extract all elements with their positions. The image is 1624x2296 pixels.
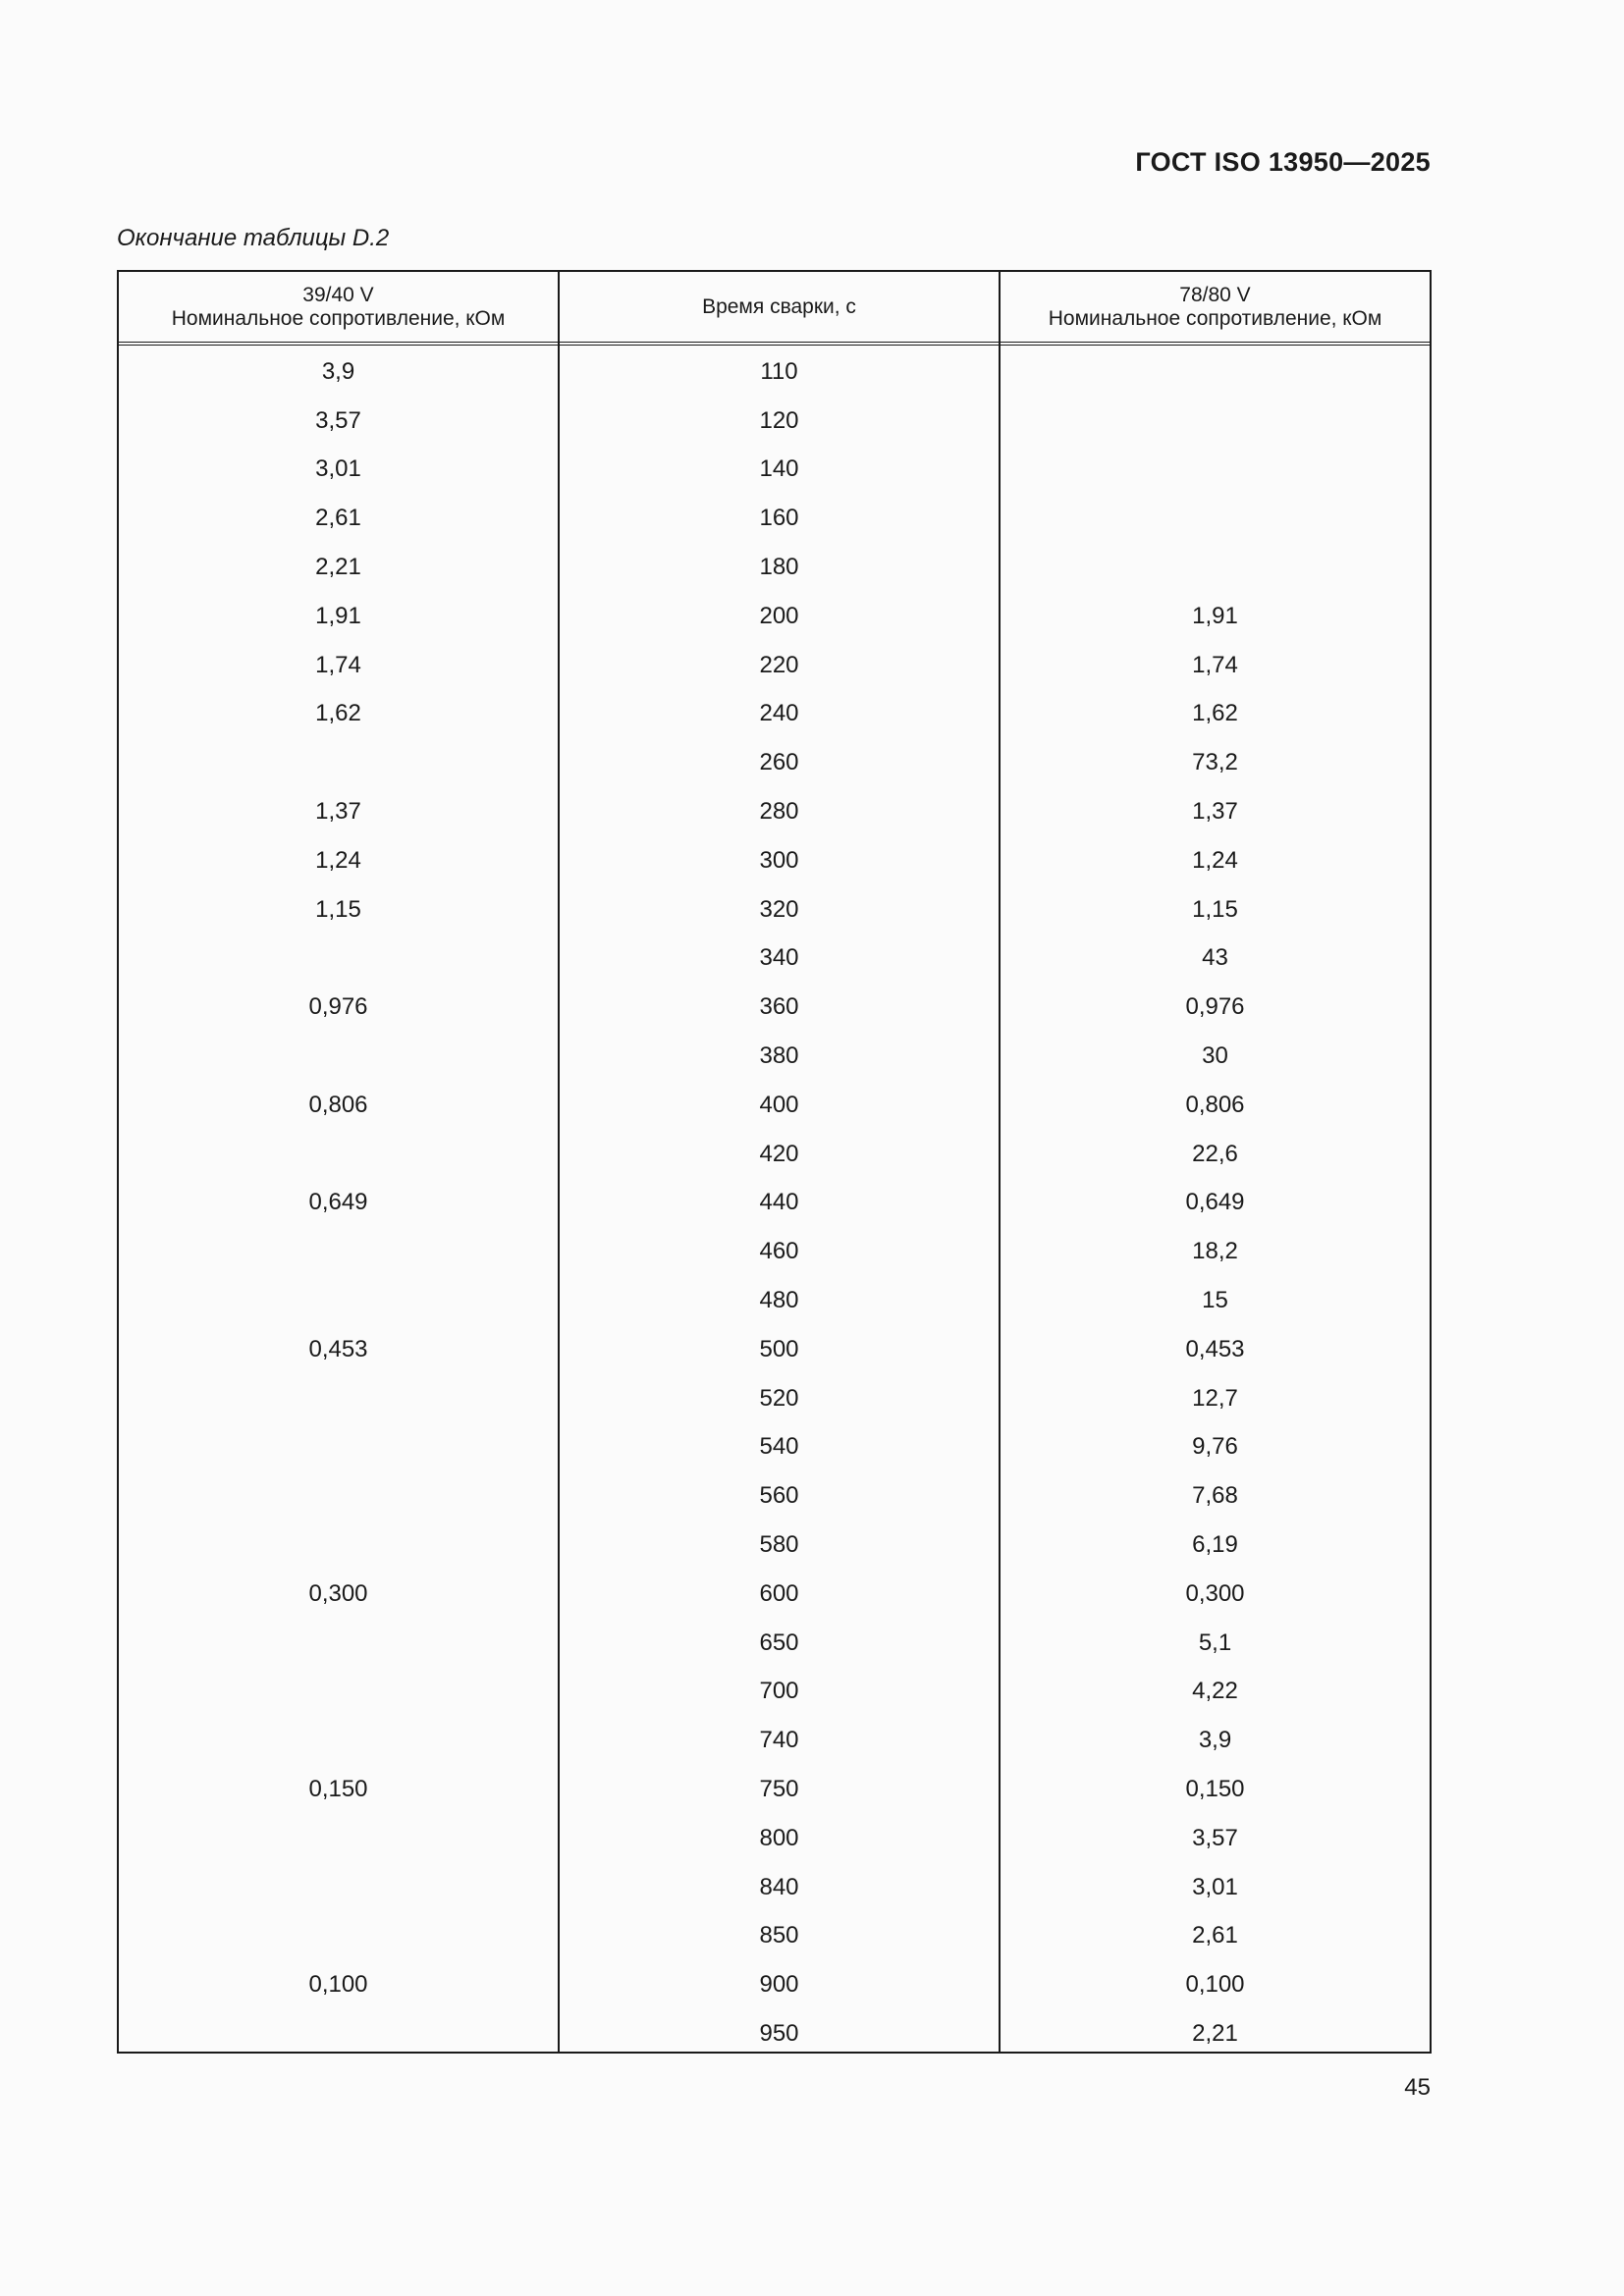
table-row <box>119 787 1430 836</box>
table-caption: Окончание таблицы D.2 <box>117 225 390 251</box>
cell-resistance-40 <box>119 1423 558 1472</box>
cell-welding-time: 650 <box>759 1629 799 1656</box>
cell-resistance-80: 0,649 <box>1185 1189 1245 1216</box>
table-row <box>119 1081 1430 1130</box>
cell-resistance-80: 7,68 <box>1192 1482 1238 1510</box>
table-row <box>119 1814 1430 1863</box>
cell-resistance-80: 0,100 <box>1185 1971 1245 1999</box>
table-row <box>119 1325 1430 1374</box>
cell-resistance-80: 22,6 <box>1192 1140 1238 1167</box>
cell-resistance-40: 3,01 <box>315 455 361 483</box>
table-row <box>119 641 1430 690</box>
cell-resistance-40 <box>119 1227 558 1276</box>
header-cell-voltage-80 <box>1001 272 1430 342</box>
cell-welding-time: 560 <box>759 1482 799 1510</box>
cell-resistance-80: 15 <box>1202 1287 1228 1314</box>
cell-resistance-80: 2,61 <box>1192 1922 1238 1949</box>
cell-resistance-80: 3,57 <box>1192 1824 1238 1851</box>
cell-welding-time: 950 <box>759 2019 799 2047</box>
cell-resistance-40: 0,100 <box>308 1971 368 1999</box>
cell-resistance-40 <box>119 1863 558 1912</box>
cell-resistance-40 <box>119 1471 558 1521</box>
cell-resistance-80: 0,976 <box>1185 993 1245 1021</box>
cell-resistance-80: 5,1 <box>1198 1629 1232 1656</box>
cell-welding-time: 500 <box>759 1335 799 1362</box>
cell-resistance-40 <box>119 2009 558 2058</box>
cell-welding-time: 850 <box>759 1922 799 1949</box>
cell-welding-time: 380 <box>759 1042 799 1070</box>
cell-resistance-40: 2,61 <box>315 505 361 532</box>
table-row <box>119 1863 1430 1912</box>
cell-resistance-40: 3,57 <box>315 406 361 434</box>
cell-resistance-40 <box>119 1374 558 1423</box>
table-row <box>119 885 1430 934</box>
cell-resistance-80: 0,806 <box>1185 1091 1245 1118</box>
table-row <box>119 592 1430 641</box>
cell-welding-time: 180 <box>759 554 799 581</box>
header-cell-welding-time <box>560 272 999 342</box>
cell-resistance-40 <box>119 1814 558 1863</box>
cell-resistance-40 <box>119 1668 558 1717</box>
cell-welding-time: 800 <box>759 1824 799 1851</box>
table-row <box>119 1570 1430 1619</box>
table-row <box>119 1521 1430 1570</box>
cell-welding-time: 300 <box>759 846 799 874</box>
table-row <box>119 446 1430 495</box>
table-row <box>119 1668 1430 1717</box>
table-row <box>119 1179 1430 1228</box>
cell-resistance-80: 9,76 <box>1192 1433 1238 1461</box>
table-row <box>119 1423 1430 1472</box>
cell-welding-time: 480 <box>759 1287 799 1314</box>
cell-resistance-80: 1,91 <box>1192 602 1238 629</box>
cell-welding-time: 900 <box>759 1971 799 1999</box>
cell-resistance-40: 1,74 <box>315 651 361 678</box>
cell-welding-time: 440 <box>759 1189 799 1216</box>
cell-resistance-80: 30 <box>1202 1042 1228 1070</box>
cell-welding-time: 320 <box>759 895 799 923</box>
cell-resistance-40 <box>119 1276 558 1325</box>
cell-resistance-40: 3,9 <box>321 357 355 385</box>
cell-resistance-80: 0,300 <box>1185 1579 1245 1607</box>
page-number: 45 <box>1404 2074 1431 2101</box>
table-row <box>119 494 1430 543</box>
cell-resistance-80: 1,62 <box>1192 700 1238 727</box>
cell-resistance-40 <box>119 1716 558 1765</box>
cell-resistance-80: 1,15 <box>1192 895 1238 923</box>
table-row <box>119 690 1430 739</box>
cell-resistance-40 <box>119 1912 558 1961</box>
table-row <box>119 397 1430 446</box>
header-welding-time-label: Время сварки, с <box>702 294 856 318</box>
cell-resistance-80 <box>1001 347 1430 397</box>
header-voltage-40-label: 39/40 V <box>302 283 374 306</box>
cell-welding-time: 240 <box>759 700 799 727</box>
cell-resistance-80: 3,9 <box>1198 1727 1232 1754</box>
table-row <box>119 1130 1430 1179</box>
table-row <box>119 1912 1430 1961</box>
cell-welding-time: 740 <box>759 1727 799 1754</box>
cell-resistance-40 <box>119 1521 558 1570</box>
cell-welding-time: 840 <box>759 1873 799 1900</box>
table-row <box>119 983 1430 1032</box>
cell-welding-time: 220 <box>759 651 799 678</box>
cell-resistance-80: 73,2 <box>1192 749 1238 776</box>
column-divider <box>999 272 1001 2052</box>
cell-resistance-40: 1,62 <box>315 700 361 727</box>
cell-resistance-80: 43 <box>1202 944 1228 972</box>
cell-welding-time: 160 <box>759 505 799 532</box>
table-row <box>119 1471 1430 1521</box>
table-row <box>119 347 1430 397</box>
table-row <box>119 2009 1430 2058</box>
cell-welding-time: 140 <box>759 455 799 483</box>
cell-resistance-40: 0,453 <box>308 1335 368 1362</box>
header-double-rule <box>119 345 1430 346</box>
cell-resistance-40 <box>119 934 558 984</box>
header-voltage-80-label: 78/80 V <box>1179 283 1251 306</box>
cell-resistance-40: 0,806 <box>308 1091 368 1118</box>
cell-welding-time: 700 <box>759 1678 799 1705</box>
cell-welding-time: 600 <box>759 1579 799 1607</box>
cell-resistance-40: 0,300 <box>308 1579 368 1607</box>
cell-resistance-80: 4,22 <box>1192 1678 1238 1705</box>
cell-resistance-80: 0,453 <box>1185 1335 1245 1362</box>
cell-welding-time: 360 <box>759 993 799 1021</box>
cell-resistance-80: 18,2 <box>1192 1238 1238 1265</box>
table-row <box>119 1227 1430 1276</box>
cell-welding-time: 460 <box>759 1238 799 1265</box>
cell-welding-time: 580 <box>759 1531 799 1559</box>
table-body <box>119 347 1430 2058</box>
header-resistance-80-label: Номинальное сопротивление, кОм <box>1048 306 1382 330</box>
cell-resistance-80: 0,150 <box>1185 1776 1245 1802</box>
table-row <box>119 1716 1430 1765</box>
cell-resistance-40: 1,24 <box>315 846 361 874</box>
cell-welding-time: 200 <box>759 602 799 629</box>
cell-welding-time: 540 <box>759 1433 799 1461</box>
cell-resistance-80: 1,24 <box>1192 846 1238 874</box>
column-divider <box>558 272 560 2052</box>
header-cell-voltage-40 <box>119 272 558 342</box>
cell-resistance-80: 1,74 <box>1192 651 1238 678</box>
cell-resistance-80 <box>1001 446 1430 495</box>
table-row <box>119 836 1430 885</box>
cell-resistance-40: 1,15 <box>315 895 361 923</box>
cell-resistance-40: 0,150 <box>308 1776 368 1802</box>
table-row <box>119 738 1430 787</box>
cell-welding-time: 520 <box>759 1384 799 1412</box>
table-row <box>119 934 1430 984</box>
table-row <box>119 543 1430 592</box>
cell-welding-time: 280 <box>759 798 799 826</box>
cell-resistance-80: 6,19 <box>1192 1531 1238 1559</box>
cell-welding-time: 340 <box>759 944 799 972</box>
cell-welding-time: 110 <box>760 357 798 385</box>
cell-resistance-40: 2,21 <box>315 554 361 581</box>
cell-resistance-80 <box>1001 397 1430 446</box>
table-row <box>119 1619 1430 1668</box>
table-row <box>119 1960 1430 2009</box>
cell-welding-time: 400 <box>759 1091 799 1118</box>
cell-resistance-40: 0,649 <box>308 1189 368 1216</box>
cell-welding-time: 750 <box>759 1776 799 1802</box>
table-row <box>119 1765 1430 1814</box>
cell-resistance-40 <box>119 1619 558 1668</box>
cell-resistance-40: 1,91 <box>315 602 361 629</box>
table-header <box>119 272 1430 343</box>
table-row <box>119 1276 1430 1325</box>
data-table <box>117 270 1432 2054</box>
document-code: ГОСТ ISO 13950—2025 <box>1135 147 1431 177</box>
cell-welding-time: 260 <box>759 749 799 776</box>
cell-welding-time: 420 <box>759 1140 799 1167</box>
table-row <box>119 1374 1430 1423</box>
cell-resistance-80 <box>1001 494 1430 543</box>
cell-resistance-40 <box>119 1130 558 1179</box>
cell-resistance-80: 12,7 <box>1192 1384 1238 1412</box>
table-row <box>119 1032 1430 1081</box>
cell-resistance-40: 0,976 <box>308 993 368 1021</box>
header-resistance-40-label: Номинальное сопротивление, кОм <box>171 306 506 330</box>
cell-resistance-40: 1,37 <box>315 798 361 826</box>
cell-resistance-80: 3,01 <box>1192 1873 1238 1900</box>
cell-welding-time: 120 <box>759 406 799 434</box>
cell-resistance-40 <box>119 738 558 787</box>
cell-resistance-80: 2,21 <box>1192 2019 1238 2047</box>
cell-resistance-80: 1,37 <box>1192 798 1238 826</box>
cell-resistance-80 <box>1001 543 1430 592</box>
cell-resistance-40 <box>119 1032 558 1081</box>
